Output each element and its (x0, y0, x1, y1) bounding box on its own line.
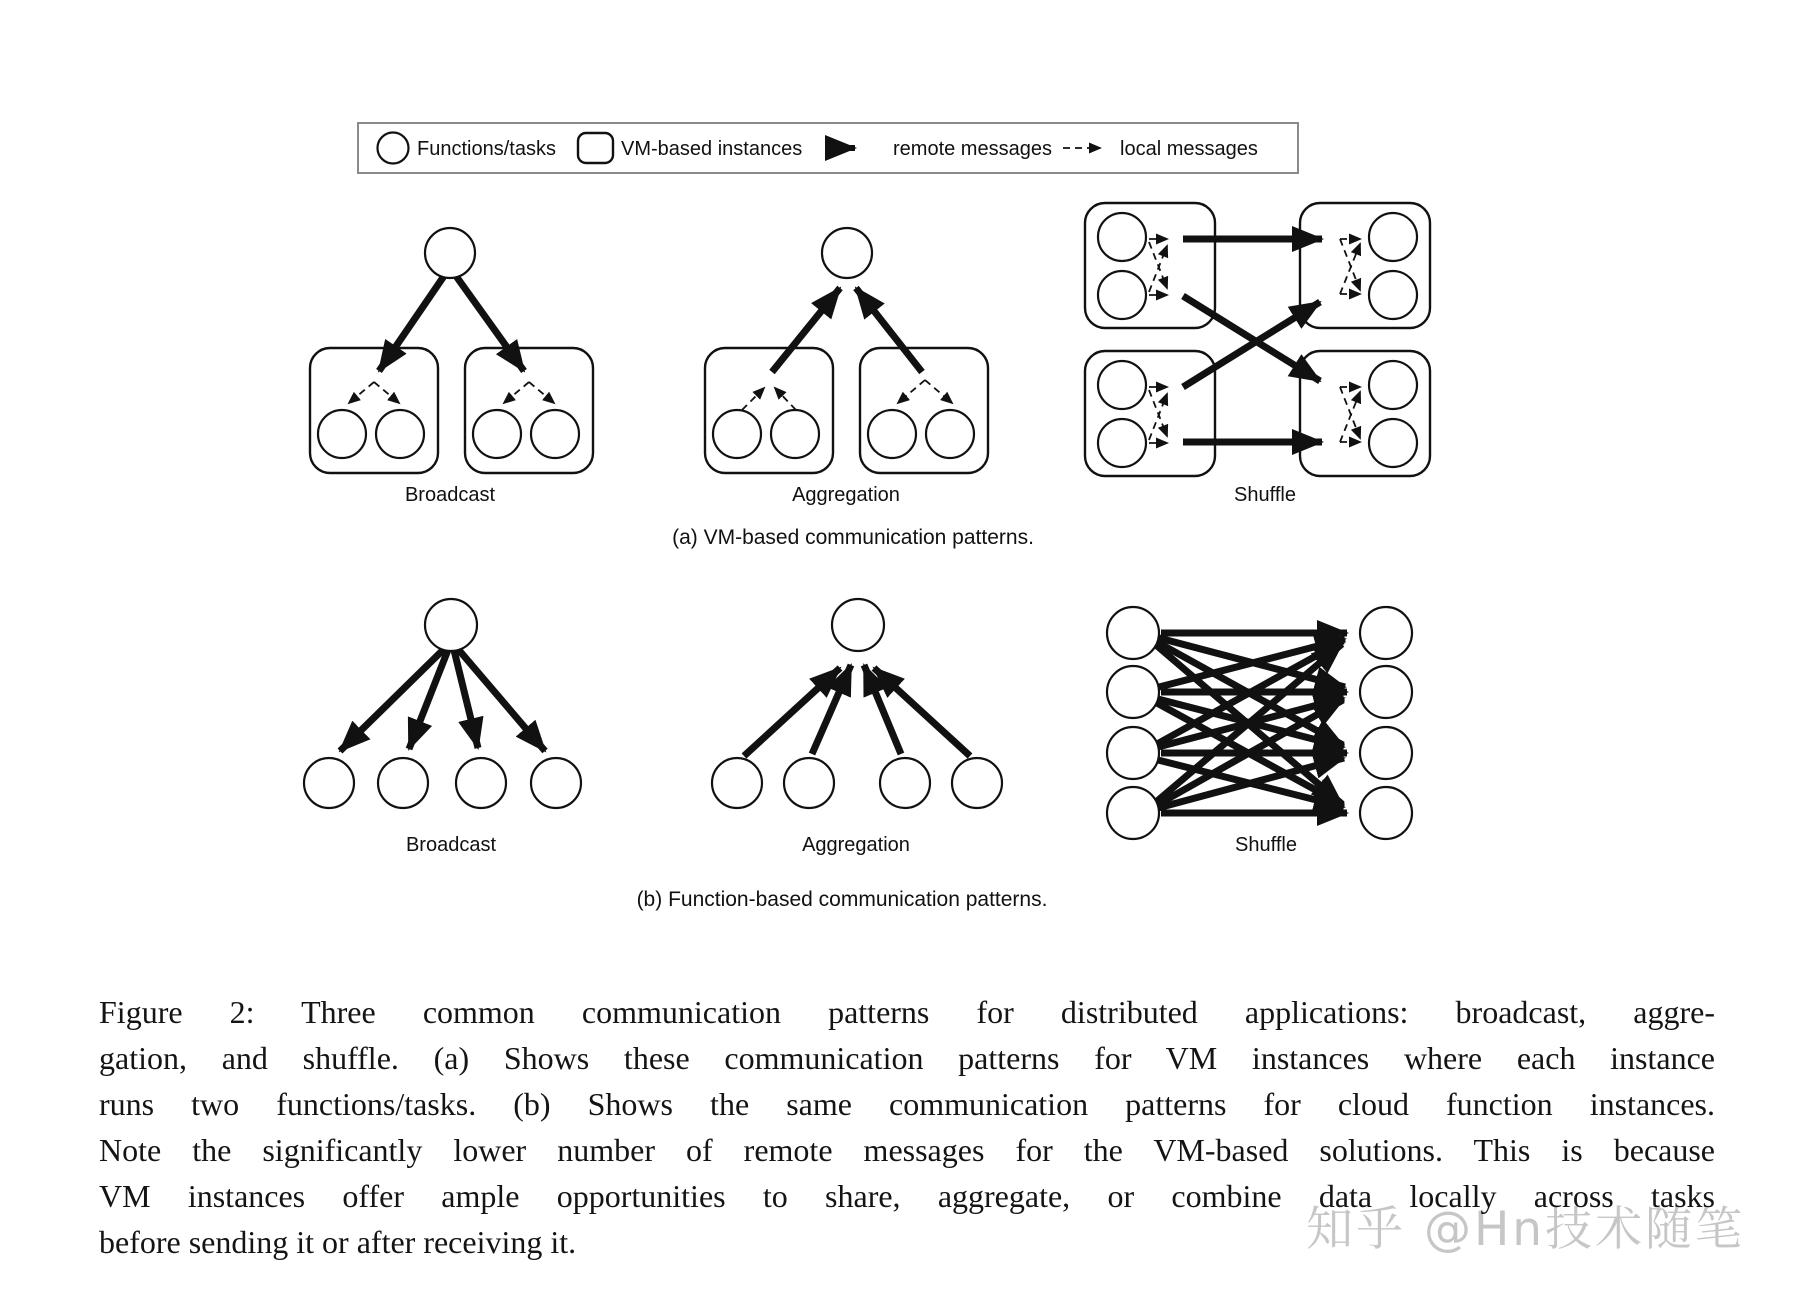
diagram-label: Broadcast (405, 834, 497, 856)
function-node (952, 758, 1002, 808)
legend-label-vm: VM-based instances (621, 138, 803, 160)
function-node (771, 410, 819, 458)
function-node (473, 410, 521, 458)
caption-line: before sending it or after receiving it. (99, 1224, 577, 1260)
diagram-label: Shuffle (1235, 834, 1297, 856)
diagram-fn-aggregation (712, 599, 1002, 856)
function-node (784, 758, 834, 808)
caption-line: gation, and shuffle. (a) Shows these communication patterns for VM instances where each instance (99, 1040, 1715, 1076)
remote-arrow (458, 649, 545, 751)
function-node (425, 599, 477, 651)
diagram-vm-broadcast (310, 228, 593, 506)
caption-line: VM instances offer ample opportunities to share, aggregate, or combine data locally across tasks (99, 1178, 1715, 1214)
function-node (868, 410, 916, 458)
function-node (425, 228, 475, 278)
function-node (1098, 419, 1146, 467)
legend-label-functions: Functions/tasks (417, 138, 556, 160)
function-node (1107, 787, 1159, 839)
function-node (1098, 271, 1146, 319)
watermark: 知乎 @Hn技术随笔 (1306, 1202, 1746, 1257)
function-node (1107, 666, 1159, 718)
diagram-label: Aggregation (802, 834, 910, 856)
function-node (1360, 666, 1412, 718)
function-node (531, 758, 581, 808)
function-node (1360, 727, 1412, 779)
figure-caption (99, 989, 1715, 1265)
diagram-fn-broadcast (304, 599, 581, 856)
function-node (1107, 727, 1159, 779)
function-circle-icon (378, 133, 409, 164)
function-node (713, 410, 761, 458)
diagram-vm-shuffle (1085, 203, 1430, 506)
function-node (378, 758, 428, 808)
caption-line: runs two functions/tasks. (b) Shows the same communication patterns for cloud function instances. (99, 1086, 1715, 1122)
diagram-label: Shuffle (1234, 484, 1296, 506)
function-node (1369, 419, 1417, 467)
legend-label-local: local messages (1120, 138, 1258, 160)
function-node (1107, 607, 1159, 659)
function-node (1369, 361, 1417, 409)
function-node (1369, 271, 1417, 319)
function-node (1360, 787, 1412, 839)
subcaption-a: (a) VM-based communication patterns. (672, 526, 1034, 549)
section-a-vm-patterns (310, 203, 1430, 549)
remote-arrow (874, 668, 970, 756)
section-b-function-patterns (304, 599, 1412, 911)
function-node (822, 228, 872, 278)
function-node (318, 410, 366, 458)
function-node (456, 758, 506, 808)
function-node (1360, 607, 1412, 659)
caption-line: Note the significantly lower number of remote messages for the VM-based solutions. This is because (99, 1132, 1715, 1168)
function-node (1098, 361, 1146, 409)
function-node (304, 758, 354, 808)
diagram-label: Broadcast (404, 484, 496, 506)
legend (358, 123, 1298, 173)
function-node (832, 599, 884, 651)
function-node (926, 410, 974, 458)
diagram-vm-aggregation (705, 228, 988, 506)
function-node (531, 410, 579, 458)
remote-arrow (744, 668, 840, 756)
function-node (376, 410, 424, 458)
diagram-label: Aggregation (792, 484, 900, 506)
subcaption-b: (b) Function-based communication patterns. (636, 888, 1048, 911)
function-node (1369, 213, 1417, 261)
legend-label-remote: remote messages (893, 138, 1052, 160)
diagram-fn-shuffle (1107, 607, 1412, 856)
caption-line: Figure 2: Three common communication patterns for distributed applications: broadcast, aggre- (99, 994, 1715, 1030)
vm-instance-box-icon (578, 133, 613, 163)
function-node (1098, 213, 1146, 261)
function-node (712, 758, 762, 808)
function-node (880, 758, 930, 808)
